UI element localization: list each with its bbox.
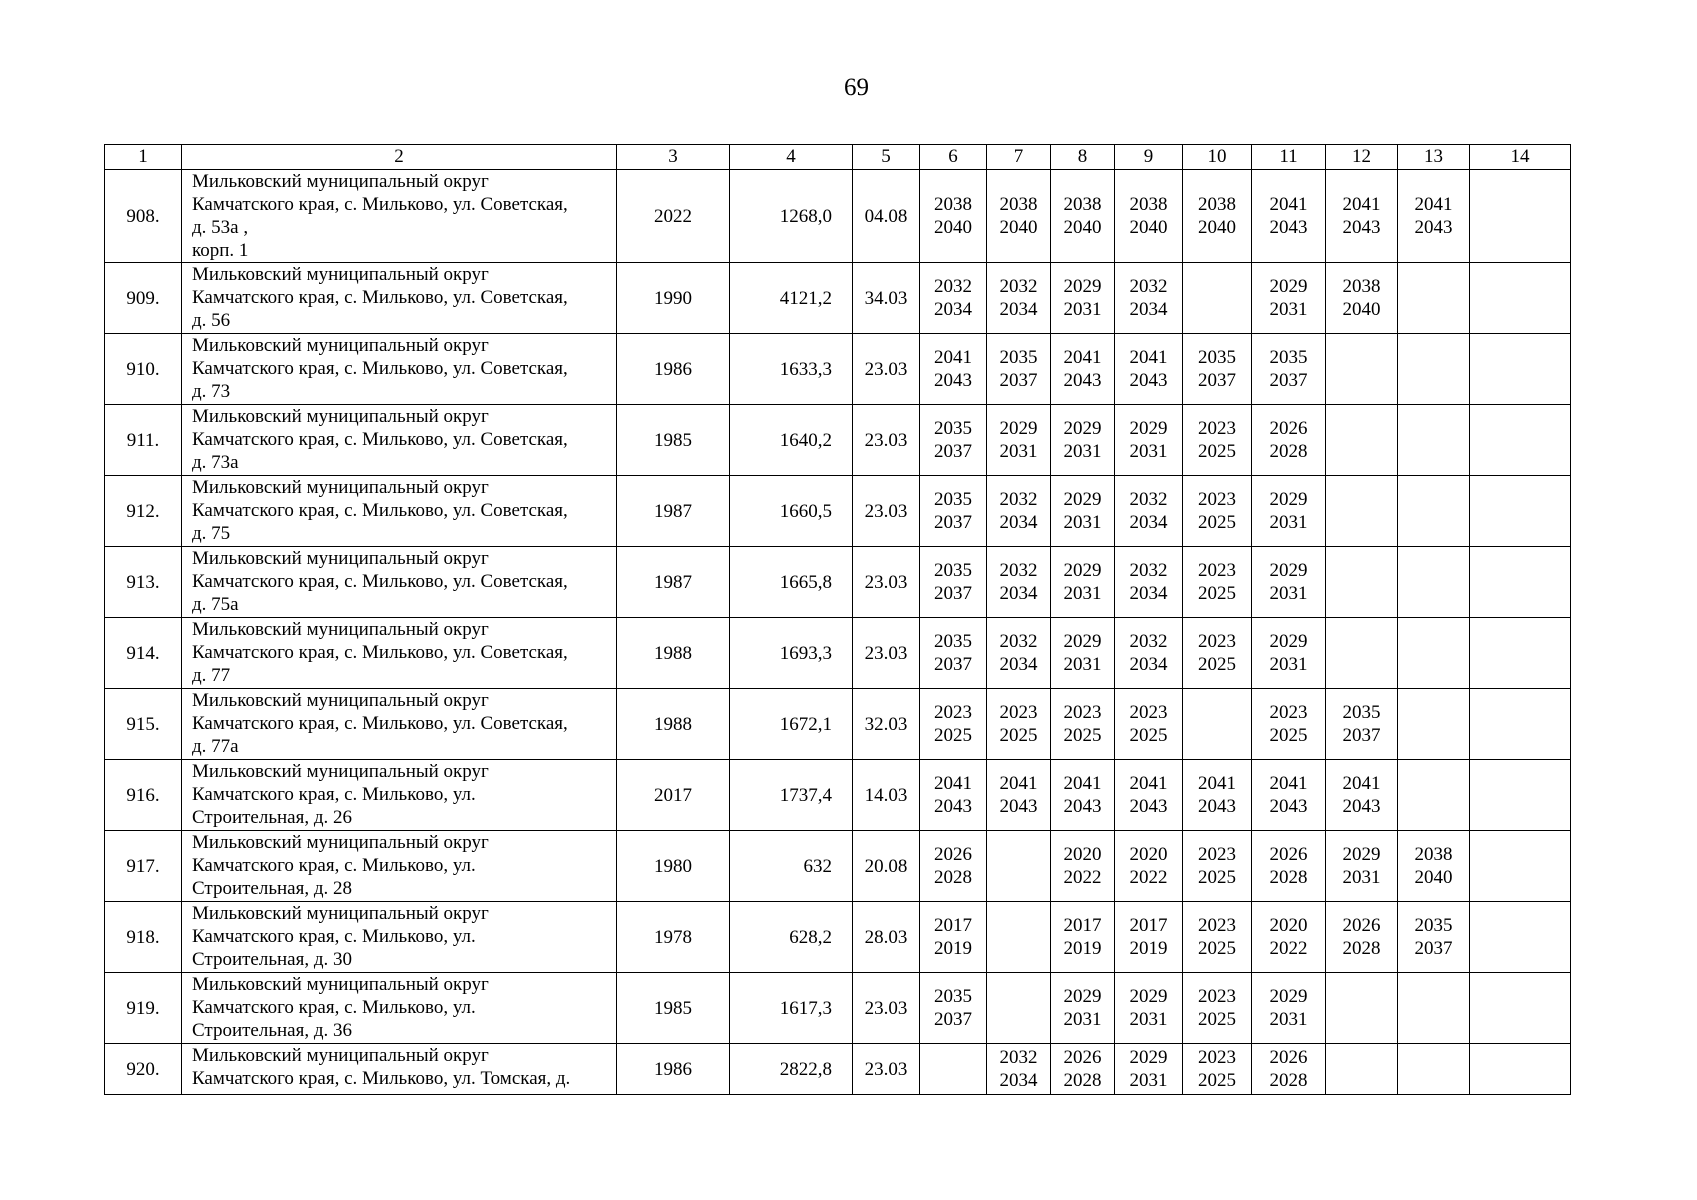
period-cell: [1398, 618, 1470, 689]
address-cell: Мильковский муниципальный округ Камчатского края, с. Мильково, ул. Советская, д. 75: [182, 476, 617, 547]
year-cell: 1990: [617, 263, 730, 334]
period-cell: 2023 2025: [1183, 405, 1252, 476]
year-cell: 1985: [617, 973, 730, 1044]
address-cell: Мильковский муниципальный округ Камчатского края, с. Мильково, ул. Строительная, д. 36: [182, 973, 617, 1044]
period-cell: 2032 2034: [1115, 618, 1183, 689]
period-cell: 2038 2040: [1115, 170, 1183, 263]
table-row: [105, 902, 1571, 973]
period-cell: 2026 2028: [1326, 902, 1398, 973]
period-cell: 2029 2031: [1115, 1044, 1183, 1095]
column-header: 12: [1326, 145, 1398, 170]
year-cell: 1986: [617, 334, 730, 405]
period-cell: 2035 2037: [1326, 689, 1398, 760]
column-header: 3: [617, 145, 730, 170]
period-cell: 2017 2019: [1115, 902, 1183, 973]
period-cell: 2023 2025: [1183, 476, 1252, 547]
period-cell: 2032 2034: [1115, 476, 1183, 547]
period-cell: 2041 2043: [1326, 760, 1398, 831]
table-row: [105, 170, 1571, 263]
address-cell: Мильковский муниципальный округ Камчатского края, с. Мильково, ул. Томская, д.: [182, 1044, 617, 1095]
year-cell: 1978: [617, 902, 730, 973]
wear-cell: 23.03: [853, 476, 920, 547]
period-cell: 2026 2028: [920, 831, 987, 902]
period-cell: 2038 2040: [987, 170, 1051, 263]
area-cell: 1737,4: [730, 760, 853, 831]
period-cell: 2041 2043: [1252, 170, 1326, 263]
row-number-cell: 914.: [105, 618, 182, 689]
row-number-cell: 917.: [105, 831, 182, 902]
table-row: [105, 263, 1571, 334]
address-cell: Мильковский муниципальный округ Камчатского края, с. Мильково, ул. Строительная, д. 26: [182, 760, 617, 831]
period-cell: 2029 2031: [1252, 263, 1326, 334]
period-cell: 2041 2043: [987, 760, 1051, 831]
year-cell: 2017: [617, 760, 730, 831]
period-cell: [1398, 689, 1470, 760]
period-cell: 2041 2043: [1115, 760, 1183, 831]
period-cell: [1398, 334, 1470, 405]
row-number-cell: 911.: [105, 405, 182, 476]
column-header: 4: [730, 145, 853, 170]
period-cell: 2035 2037: [920, 547, 987, 618]
period-cell: [1470, 831, 1571, 902]
row-number-cell: 908.: [105, 170, 182, 263]
year-cell: 1986: [617, 1044, 730, 1095]
period-cell: [1470, 334, 1571, 405]
period-cell: 2041 2043: [1183, 760, 1252, 831]
address-cell: Мильковский муниципальный округ Камчатского края, с. Мильково, ул. Советская, д. 73а: [182, 405, 617, 476]
column-header: 6: [920, 145, 987, 170]
period-cell: 2041 2043: [1051, 760, 1115, 831]
year-cell: 1987: [617, 476, 730, 547]
page-number: 69: [844, 74, 869, 101]
period-cell: 2023 2025: [1051, 689, 1115, 760]
table-row: [105, 476, 1571, 547]
row-number-cell: 919.: [105, 973, 182, 1044]
year-cell: 1988: [617, 618, 730, 689]
address-cell: Мильковский муниципальный округ Камчатского края, с. Мильково, ул. Советская, д. 77: [182, 618, 617, 689]
wear-cell: 23.03: [853, 618, 920, 689]
period-cell: 2023 2025: [987, 689, 1051, 760]
address-cell: Мильковский муниципальный округ Камчатского края, с. Мильково, ул. Советская, д. 73: [182, 334, 617, 405]
period-cell: 2029 2031: [1252, 547, 1326, 618]
period-cell: [1326, 405, 1398, 476]
table-row: [105, 547, 1571, 618]
period-cell: 2023 2025: [1183, 1044, 1252, 1095]
address-cell: Мильковский муниципальный округ Камчатского края, с. Мильково, ул. Строительная, д. 30: [182, 902, 617, 973]
period-cell: 2023 2025: [1115, 689, 1183, 760]
table-row: [105, 1044, 1571, 1095]
period-cell: 2032 2034: [987, 1044, 1051, 1095]
period-cell: 2038 2040: [920, 170, 987, 263]
row-number-cell: 920.: [105, 1044, 182, 1095]
table-body: [105, 145, 1571, 1095]
table-row: [105, 689, 1571, 760]
area-cell: 628,2: [730, 902, 853, 973]
period-cell: 2029 2031: [1051, 405, 1115, 476]
period-cell: 2038 2040: [1183, 170, 1252, 263]
period-cell: 2035 2037: [1252, 334, 1326, 405]
period-cell: [920, 1044, 987, 1095]
period-cell: 2029 2031: [1252, 476, 1326, 547]
address-cell: Мильковский муниципальный округ Камчатского края, с. Мильково, ул. Советская, д. 77а: [182, 689, 617, 760]
period-cell: [1470, 170, 1571, 263]
period-cell: 2035 2037: [920, 476, 987, 547]
period-cell: [1470, 760, 1571, 831]
period-cell: 2023 2025: [920, 689, 987, 760]
period-cell: [1326, 1044, 1398, 1095]
period-cell: 2023 2025: [1183, 902, 1252, 973]
period-cell: 2029 2031: [1326, 831, 1398, 902]
wear-cell: 20.08: [853, 831, 920, 902]
wear-cell: 14.03: [853, 760, 920, 831]
area-cell: 1633,3: [730, 334, 853, 405]
table-row: [105, 831, 1571, 902]
period-cell: 2020 2022: [1252, 902, 1326, 973]
column-header: 13: [1398, 145, 1470, 170]
table-header-row: [105, 145, 1571, 170]
period-cell: 2035 2037: [920, 405, 987, 476]
period-cell: [1470, 1044, 1571, 1095]
year-cell: 1987: [617, 547, 730, 618]
wear-cell: 34.03: [853, 263, 920, 334]
year-cell: 1985: [617, 405, 730, 476]
period-cell: 2035 2037: [1398, 902, 1470, 973]
period-cell: 2032 2034: [987, 618, 1051, 689]
period-cell: [1326, 618, 1398, 689]
period-cell: [1398, 760, 1470, 831]
period-cell: 2020 2022: [1051, 831, 1115, 902]
year-cell: 1988: [617, 689, 730, 760]
period-cell: 2035 2037: [920, 973, 987, 1044]
address-cell: Мильковский муниципальный округ Камчатского края, с. Мильково, ул. Строительная, д. 28: [182, 831, 617, 902]
period-cell: 2017 2019: [920, 902, 987, 973]
area-cell: 4121,2: [730, 263, 853, 334]
row-number-cell: 918.: [105, 902, 182, 973]
wear-cell: 32.03: [853, 689, 920, 760]
period-cell: [1326, 476, 1398, 547]
wear-cell: 23.03: [853, 405, 920, 476]
period-cell: 2035 2037: [920, 618, 987, 689]
row-number-cell: 916.: [105, 760, 182, 831]
row-number-cell: 910.: [105, 334, 182, 405]
period-cell: [1470, 405, 1571, 476]
period-cell: 2029 2031: [1115, 973, 1183, 1044]
area-cell: 1640,2: [730, 405, 853, 476]
row-number-cell: 913.: [105, 547, 182, 618]
period-cell: [1398, 973, 1470, 1044]
period-cell: 2029 2031: [1051, 547, 1115, 618]
period-cell: 2023 2025: [1183, 618, 1252, 689]
period-cell: 2041 2043: [920, 760, 987, 831]
address-cell: Мильковский муниципальный округ Камчатского края, с. Мильково, ул. Советская, д. 75а: [182, 547, 617, 618]
period-cell: [1470, 689, 1571, 760]
period-cell: [1183, 689, 1252, 760]
address-cell: Мильковский муниципальный округ Камчатского края, с. Мильково, ул. Советская, д. 53а , корп. 1: [182, 170, 617, 263]
period-cell: [1326, 973, 1398, 1044]
period-cell: 2029 2031: [1252, 973, 1326, 1044]
period-cell: [1470, 973, 1571, 1044]
period-cell: 2035 2037: [1183, 334, 1252, 405]
period-cell: 2032 2034: [920, 263, 987, 334]
period-cell: 2032 2034: [987, 476, 1051, 547]
period-cell: 2038 2040: [1326, 263, 1398, 334]
column-header: 1: [105, 145, 182, 170]
wear-cell: 23.03: [853, 547, 920, 618]
column-header: 5: [853, 145, 920, 170]
wear-cell: 23.03: [853, 1044, 920, 1095]
wear-cell: 23.03: [853, 334, 920, 405]
period-cell: 2041 2043: [1115, 334, 1183, 405]
period-cell: 2041 2043: [920, 334, 987, 405]
period-cell: 2023 2025: [1252, 689, 1326, 760]
period-cell: 2032 2034: [1115, 263, 1183, 334]
period-cell: [1398, 476, 1470, 547]
buildings-table: [104, 144, 1571, 1095]
period-cell: [1326, 547, 1398, 618]
area-cell: 1672,1: [730, 689, 853, 760]
period-cell: 2029 2031: [1252, 618, 1326, 689]
period-cell: 2029 2031: [987, 405, 1051, 476]
period-cell: 2029 2031: [1051, 263, 1115, 334]
table-row: [105, 334, 1571, 405]
period-cell: 2032 2034: [987, 547, 1051, 618]
period-cell: [1470, 263, 1571, 334]
period-cell: [1398, 1044, 1470, 1095]
column-header: 2: [182, 145, 617, 170]
period-cell: [1470, 547, 1571, 618]
table-row: [105, 973, 1571, 1044]
column-header: 11: [1252, 145, 1326, 170]
period-cell: [1398, 405, 1470, 476]
area-cell: 1268,0: [730, 170, 853, 263]
year-cell: 2022: [617, 170, 730, 263]
period-cell: [987, 902, 1051, 973]
period-cell: [1470, 476, 1571, 547]
table-row: [105, 405, 1571, 476]
column-header: 7: [987, 145, 1051, 170]
area-cell: 1660,5: [730, 476, 853, 547]
area-cell: 2822,8: [730, 1044, 853, 1095]
year-cell: 1980: [617, 831, 730, 902]
area-cell: 1617,3: [730, 973, 853, 1044]
column-header: 9: [1115, 145, 1183, 170]
period-cell: 2023 2025: [1183, 547, 1252, 618]
period-cell: 2029 2031: [1051, 618, 1115, 689]
period-cell: 2026 2028: [1252, 405, 1326, 476]
period-cell: [1183, 263, 1252, 334]
period-cell: 2032 2034: [987, 263, 1051, 334]
period-cell: [1398, 547, 1470, 618]
wear-cell: 04.08: [853, 170, 920, 263]
period-cell: 2041 2043: [1252, 760, 1326, 831]
period-cell: 2032 2034: [1115, 547, 1183, 618]
period-cell: [1398, 263, 1470, 334]
address-cell: Мильковский муниципальный округ Камчатского края, с. Мильково, ул. Советская, д. 56: [182, 263, 617, 334]
period-cell: [1470, 618, 1571, 689]
period-cell: 2038 2040: [1398, 831, 1470, 902]
period-cell: 2041 2043: [1051, 334, 1115, 405]
period-cell: 2041 2043: [1398, 170, 1470, 263]
period-cell: 2020 2022: [1115, 831, 1183, 902]
table-row: [105, 760, 1571, 831]
period-cell: 2026 2028: [1252, 831, 1326, 902]
wear-cell: 23.03: [853, 973, 920, 1044]
column-header: 8: [1051, 145, 1115, 170]
period-cell: 2026 2028: [1252, 1044, 1326, 1095]
period-cell: 2029 2031: [1051, 476, 1115, 547]
period-cell: 2041 2043: [1326, 170, 1398, 263]
period-cell: [1470, 902, 1571, 973]
period-cell: [1326, 334, 1398, 405]
column-header: 14: [1470, 145, 1571, 170]
period-cell: [987, 973, 1051, 1044]
wear-cell: 28.03: [853, 902, 920, 973]
row-number-cell: 909.: [105, 263, 182, 334]
row-number-cell: 912.: [105, 476, 182, 547]
row-number-cell: 915.: [105, 689, 182, 760]
table-row: [105, 618, 1571, 689]
period-cell: 2023 2025: [1183, 973, 1252, 1044]
area-cell: 1693,3: [730, 618, 853, 689]
period-cell: 2038 2040: [1051, 170, 1115, 263]
area-cell: 632: [730, 831, 853, 902]
column-header: 10: [1183, 145, 1252, 170]
period-cell: 2017 2019: [1051, 902, 1115, 973]
period-cell: 2026 2028: [1051, 1044, 1115, 1095]
area-cell: 1665,8: [730, 547, 853, 618]
period-cell: [987, 831, 1051, 902]
period-cell: 2029 2031: [1115, 405, 1183, 476]
period-cell: 2029 2031: [1051, 973, 1115, 1044]
period-cell: 2035 2037: [987, 334, 1051, 405]
period-cell: 2023 2025: [1183, 831, 1252, 902]
